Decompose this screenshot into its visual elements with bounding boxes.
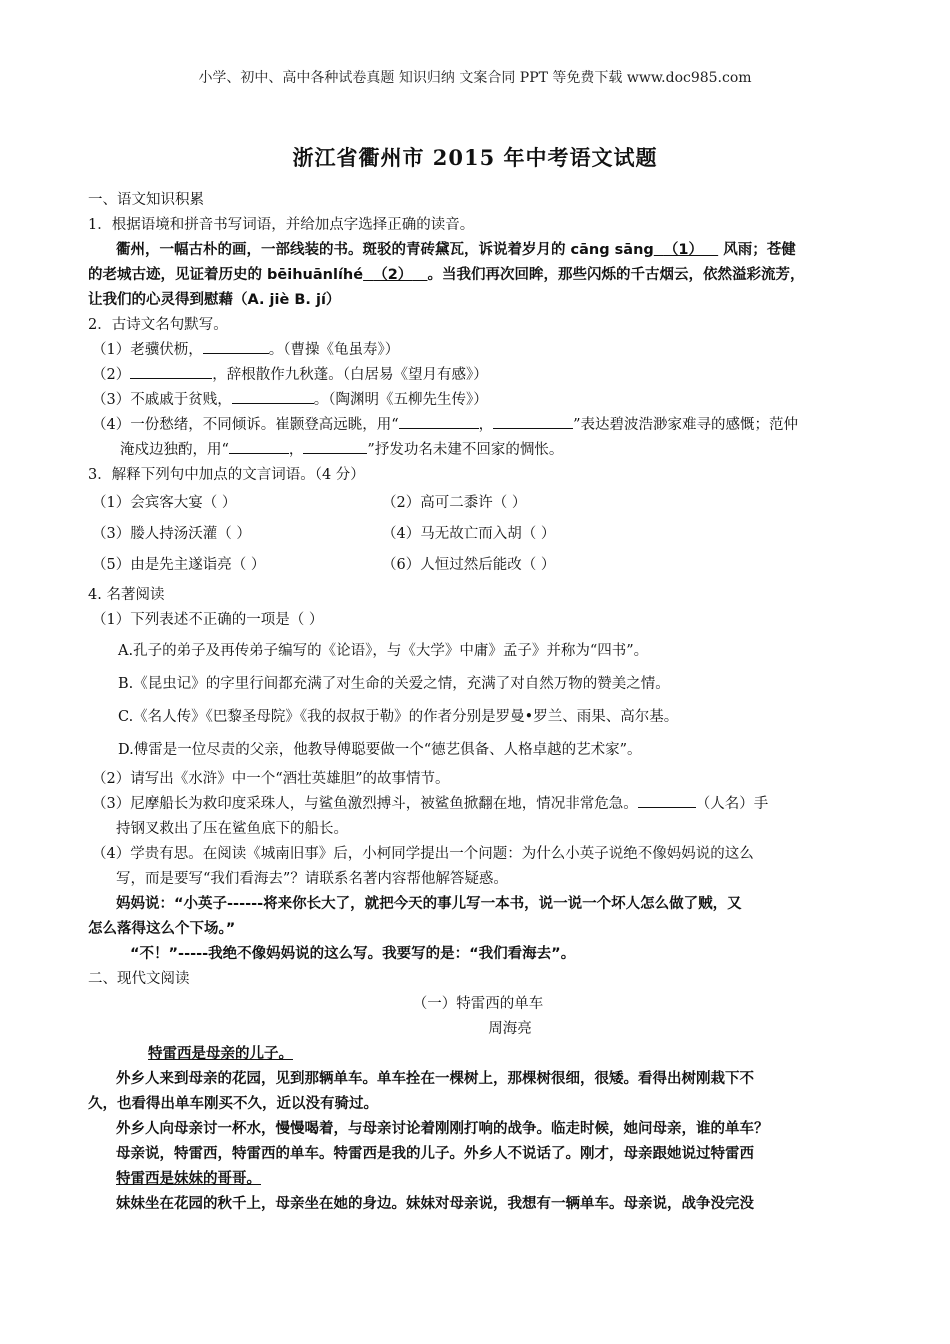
question-4-sub-3: （3）尼摩船长为救印度采珠人，与鲨鱼激烈搏斗，被鲨鱼掀翻在地，情况非常危急。 （人名）手 <box>88 792 868 817</box>
answer-blank-2[interactable]: （2） <box>373 267 413 283</box>
question-3-row <box>88 519 868 550</box>
question-2-item-1: （1）老骥伏枥， 。（曹操《龟虽寿》） <box>88 338 868 363</box>
question-3-item: （6）人恒过然后能改（ ） <box>382 557 556 573</box>
quote-yingzi: “不！”-----我绝不像妈妈说的这么写。我要写的是：“我们看海去”。 <box>130 946 576 962</box>
section-heading-1: 一、语文知识积累 <box>88 192 204 208</box>
option-b[interactable]: B.《昆虫记》的字里行间都充满了对生命的关爱之情，充满了对自然万物的赞美之情。 <box>118 676 670 692</box>
article-paragraph-3: 外乡人向母亲讨一杯水，慢慢喝着，与母亲讨论着刚刚打响的战争。临走时候，她问母亲，谁的单车？ <box>116 1121 769 1137</box>
question-4-sub-4: （4）学贵有思。在阅读《城南旧事》后，小柯同学提出一个问题：为什么小英子说绝不像妈妈说的这么 <box>92 846 754 862</box>
article-paragraph-2: 外乡人来到母亲的花园，见到那辆单车。单车拴在一棵树上，那棵树很细，很矮。看得出树刚栽下不 <box>116 1071 754 1087</box>
question-1-passage-line-2: 的老城古迹，见证着历史的 bēihuānlíhé （2） 。当我们再次回眸，那些闪烁的千古烟云，依然溢彩流芳， <box>88 267 805 283</box>
question-4-sub-2: （2）请写出《水浒》中一个“酒壮英雄胆”的故事情节。 <box>92 771 450 787</box>
fill-blank[interactable] <box>232 389 314 404</box>
question-2-item-4: （4）一份愁绪，不同倾诉。崔颢登高远眺，用“ ， ”表达碧波浩渺家难寻的感慨；范仲 <box>88 413 868 438</box>
article-paragraph-2-cont: 久，也看得出单车刚买不久，近以没有骑过。 <box>88 1096 378 1112</box>
question-2-item-2: （2） ，辞根散作九秋蓬。（白居易《望月有感》） <box>88 363 868 388</box>
question-3-item: （2）高可二黍许（ ） <box>382 495 527 511</box>
fill-blank[interactable] <box>638 793 696 808</box>
question-3-row <box>88 550 868 581</box>
question-2-item-4-cont: 淹戍边独酌，用“ ， ”抒发功名未建不回家的惆怅。 <box>88 438 868 463</box>
question-1-passage-line-1: 衢州，一幅古朴的画，一部线装的书。斑驳的青砖黛瓦，诉说着岁月的 cāng sāng （1） 风雨；苍健 <box>116 242 796 258</box>
answer-blank-1[interactable]: （1） <box>663 242 703 258</box>
fill-blank[interactable] <box>303 439 367 454</box>
fill-blank[interactable] <box>203 339 269 354</box>
article-paragraph-1: 特雷西是母亲的儿子。 <box>148 1046 293 1062</box>
option-a[interactable]: A.孔子的弟子及再传弟子编写的《论语》，与《大学》中庸》孟子》并称为“四书”。 <box>118 643 649 659</box>
question-3-item: （5）由是先主遂诣亮（ ） <box>92 557 266 573</box>
question-1-passage-line-3: 让我们的心灵得到慰藉（A. jiè B. jí） <box>88 292 341 308</box>
option-d[interactable]: D.傅雷是一位尽责的父亲，他教导傅聪要做一个“德艺俱备、人格卓越的艺术家”。 <box>118 742 642 758</box>
article-paragraph-5-line <box>88 1167 868 1192</box>
question-3-stem: 3．解释下列句中加点的文言词语。（4 分） <box>88 467 365 483</box>
question-2-item-3: （3）不戚戚于贫贱， 。（陶渊明《五柳先生传》） <box>88 388 868 413</box>
article-paragraph-5: 特雷西是妹妹的哥哥。 <box>116 1171 261 1187</box>
fill-blank[interactable] <box>229 439 289 454</box>
section-heading-2: 二、现代文阅读 <box>88 971 190 987</box>
option-c[interactable]: C.《名人传》《巴黎圣母院》《我的叔叔于勒》的作者分别是罗曼•罗兰、雨果、高尔基。 <box>118 709 679 725</box>
question-1-stem: 1．根据语境和拼音书写词语，并给加点字选择正确的读音。 <box>88 217 475 233</box>
quote-mother-cont: 怎么落得这么个下场。” <box>88 921 236 937</box>
fill-blank[interactable] <box>130 364 212 379</box>
question-4-stem: 4. 名著阅读 <box>88 587 165 603</box>
article-paragraph-6: 妹妹坐在花园的秋千上，母亲坐在她的身边。妹妹对母亲说，我想有一辆单车。母亲说，战争没完没 <box>116 1196 754 1212</box>
question-3-item: （1）会宾客大宴（ ） <box>92 495 237 511</box>
question-2-stem: 2．古诗文名句默写。 <box>88 317 228 333</box>
question-3-item: （3）媵人持汤沃灌（ ） <box>92 526 251 542</box>
question-3-item: （4）马无故亡而入胡（ ） <box>382 526 556 542</box>
fill-blank[interactable] <box>493 414 573 429</box>
article-paragraph-4: 母亲说，特雷西，特雷西的单车。特雷西是我的儿子。外乡人不说话了。刚才，母亲跟她说过特雷西 <box>116 1146 754 1162</box>
question-3-row <box>88 488 868 519</box>
article-author: 周海亮 <box>488 1021 532 1037</box>
question-4-sub-4-cont: 写，而是要写“我们看海去”？请联系名著内容帮他解答疑惑。 <box>116 871 508 887</box>
page-header: 小学、初中、高中各种试卷真题 知识归纳 文案合同 PPT 等免费下载 www.doc985.com <box>198 70 752 86</box>
page-title: 浙江省衢州市 2015 年中考语文试题 <box>292 145 658 170</box>
quote-mother: 妈妈说：“小英子------将来你长大了，就把今天的事儿写一本书，说一说一个坏人怎么做了贼，又 <box>116 896 742 912</box>
article-title: （一）特雷西的单车 <box>412 996 544 1012</box>
question-4-sub-3-cont: 持钢叉救出了压在鲨鱼底下的船长。 <box>116 821 348 837</box>
exam-content <box>88 188 868 1217</box>
question-4-sub-1: （1）下列表述不正确的一项是（ ） <box>92 612 324 628</box>
article-paragraph-1-line <box>88 1042 868 1067</box>
fill-blank[interactable] <box>399 414 479 429</box>
